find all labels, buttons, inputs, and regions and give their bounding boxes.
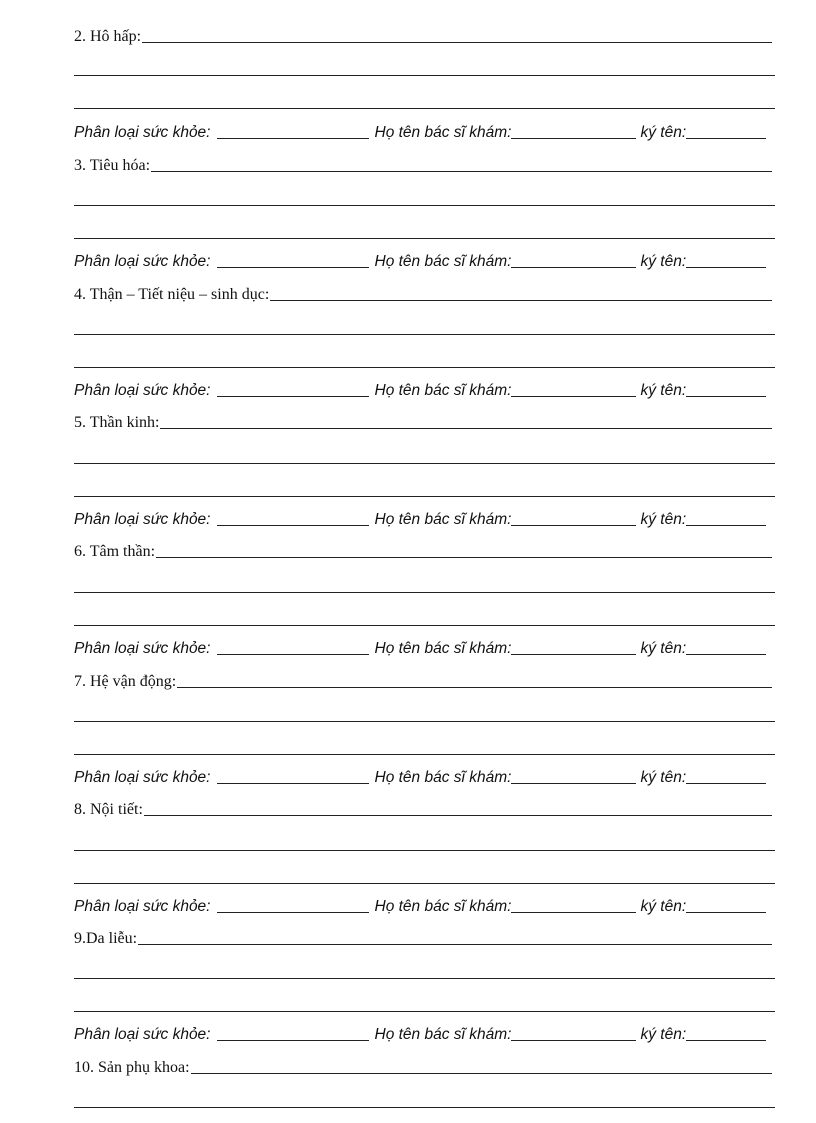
section-heading-psychiatric	[74, 539, 772, 561]
section-title: 9.Da liễu:	[74, 930, 138, 947]
sign-label: ký tên:	[640, 1026, 687, 1043]
signature-field[interactable]	[686, 137, 766, 139]
answer-line[interactable]	[74, 75, 775, 76]
doctor-name-field[interactable]	[511, 782, 636, 784]
classification-field[interactable]	[217, 782, 369, 784]
answer-line[interactable]	[74, 721, 775, 722]
signature-row	[74, 1022, 766, 1044]
section-title: 10. Sản phụ khoa:	[74, 1059, 190, 1076]
doctor-name-field[interactable]	[511, 911, 636, 913]
answer-line[interactable]	[74, 1107, 775, 1108]
answer-line[interactable]	[74, 463, 775, 464]
answer-line[interactable]	[74, 108, 775, 109]
sign-label: ký tên:	[640, 898, 687, 915]
sign-label: ký tên:	[640, 253, 687, 270]
signature-field[interactable]	[686, 266, 766, 268]
section-heading-obstetrics-gynecology	[74, 1055, 772, 1077]
answer-line[interactable]	[74, 625, 775, 626]
section-title: 5. Thần kinh:	[74, 414, 160, 431]
medical-exam-form-page	[74, 0, 776, 1123]
answer-line[interactable]	[74, 1011, 775, 1012]
signature-row	[74, 378, 766, 400]
signature-row	[74, 507, 766, 529]
signature-field[interactable]	[686, 395, 766, 397]
section-heading-nervous	[74, 410, 772, 432]
section-title: 6. Tâm thần:	[74, 543, 156, 560]
answer-line[interactable]	[160, 427, 772, 429]
classification-label: Phân loại sức khỏe:	[74, 124, 211, 141]
classification-label: Phân loại sức khỏe:	[74, 511, 211, 528]
classification-label: Phân loại sức khỏe:	[74, 382, 211, 399]
signature-field[interactable]	[686, 1039, 766, 1041]
answer-line[interactable]	[74, 334, 775, 335]
answer-line[interactable]	[74, 592, 775, 593]
answer-line[interactable]	[156, 556, 772, 558]
section-title: 3. Tiêu hóa:	[74, 157, 151, 174]
classification-label: Phân loại sức khỏe:	[74, 640, 211, 657]
doctor-name-field[interactable]	[511, 395, 636, 397]
signature-field[interactable]	[686, 653, 766, 655]
doctor-name-label: Họ tên bác sĩ khám:	[374, 124, 512, 141]
answer-line[interactable]	[144, 814, 772, 816]
section-title: 8. Nội tiết:	[74, 801, 143, 818]
classification-field[interactable]	[217, 524, 369, 526]
doctor-name-label: Họ tên bác sĩ khám:	[374, 253, 512, 270]
answer-line[interactable]	[191, 1072, 772, 1074]
section-heading-digestive	[74, 153, 772, 175]
doctor-name-label: Họ tên bác sĩ khám:	[374, 1026, 512, 1043]
section-heading-respiratory	[74, 24, 772, 46]
doctor-name-label: Họ tên bác sĩ khám:	[374, 898, 512, 915]
sign-label: ký tên:	[640, 640, 687, 657]
doctor-name-field[interactable]	[511, 653, 636, 655]
signature-field[interactable]	[686, 524, 766, 526]
section-heading-endocrine	[74, 797, 772, 819]
answer-line[interactable]	[74, 978, 775, 979]
answer-line[interactable]	[177, 686, 772, 688]
signature-field[interactable]	[686, 911, 766, 913]
answer-line[interactable]	[74, 367, 775, 368]
doctor-name-field[interactable]	[511, 266, 636, 268]
signature-row	[74, 636, 766, 658]
classification-field[interactable]	[217, 911, 369, 913]
answer-line[interactable]	[74, 205, 775, 206]
doctor-name-label: Họ tên bác sĩ khám:	[374, 769, 512, 786]
sign-label: ký tên:	[640, 382, 687, 399]
answer-line[interactable]	[74, 850, 775, 851]
answer-line[interactable]	[74, 238, 775, 239]
answer-line[interactable]	[142, 41, 772, 43]
doctor-name-field[interactable]	[511, 524, 636, 526]
classification-field[interactable]	[217, 1039, 369, 1041]
signature-row	[74, 249, 766, 271]
section-heading-urogenital	[74, 282, 772, 304]
sign-label: ký tên:	[640, 769, 687, 786]
answer-line[interactable]	[74, 883, 775, 884]
doctor-name-label: Họ tên bác sĩ khám:	[374, 382, 512, 399]
answer-line[interactable]	[74, 754, 775, 755]
section-title: 4. Thận – Tiết niệu – sinh dục:	[74, 286, 270, 303]
section-title: 2. Hô hấp:	[74, 28, 142, 45]
answer-line[interactable]	[151, 170, 772, 172]
classification-label: Phân loại sức khỏe:	[74, 253, 211, 270]
section-title: 7. Hệ vận động:	[74, 673, 177, 690]
signature-row	[74, 765, 766, 787]
doctor-name-label: Họ tên bác sĩ khám:	[374, 511, 512, 528]
answer-line[interactable]	[74, 496, 775, 497]
section-heading-dermatology	[74, 926, 772, 948]
signature-row	[74, 894, 766, 916]
classification-field[interactable]	[217, 395, 369, 397]
classification-label: Phân loại sức khỏe:	[74, 898, 211, 915]
doctor-name-field[interactable]	[511, 1039, 636, 1041]
section-heading-musculoskeletal	[74, 669, 772, 691]
sign-label: ký tên:	[640, 511, 687, 528]
answer-line[interactable]	[138, 943, 772, 945]
signature-field[interactable]	[686, 782, 766, 784]
classification-label: Phân loại sức khỏe:	[74, 1026, 211, 1043]
sign-label: ký tên:	[640, 124, 687, 141]
doctor-name-label: Họ tên bác sĩ khám:	[374, 640, 512, 657]
classification-label: Phân loại sức khỏe:	[74, 769, 211, 786]
doctor-name-field[interactable]	[511, 137, 636, 139]
signature-row	[74, 120, 766, 142]
classification-field[interactable]	[217, 137, 369, 139]
answer-line[interactable]	[270, 299, 772, 301]
classification-field[interactable]	[217, 266, 369, 268]
classification-field[interactable]	[217, 653, 369, 655]
